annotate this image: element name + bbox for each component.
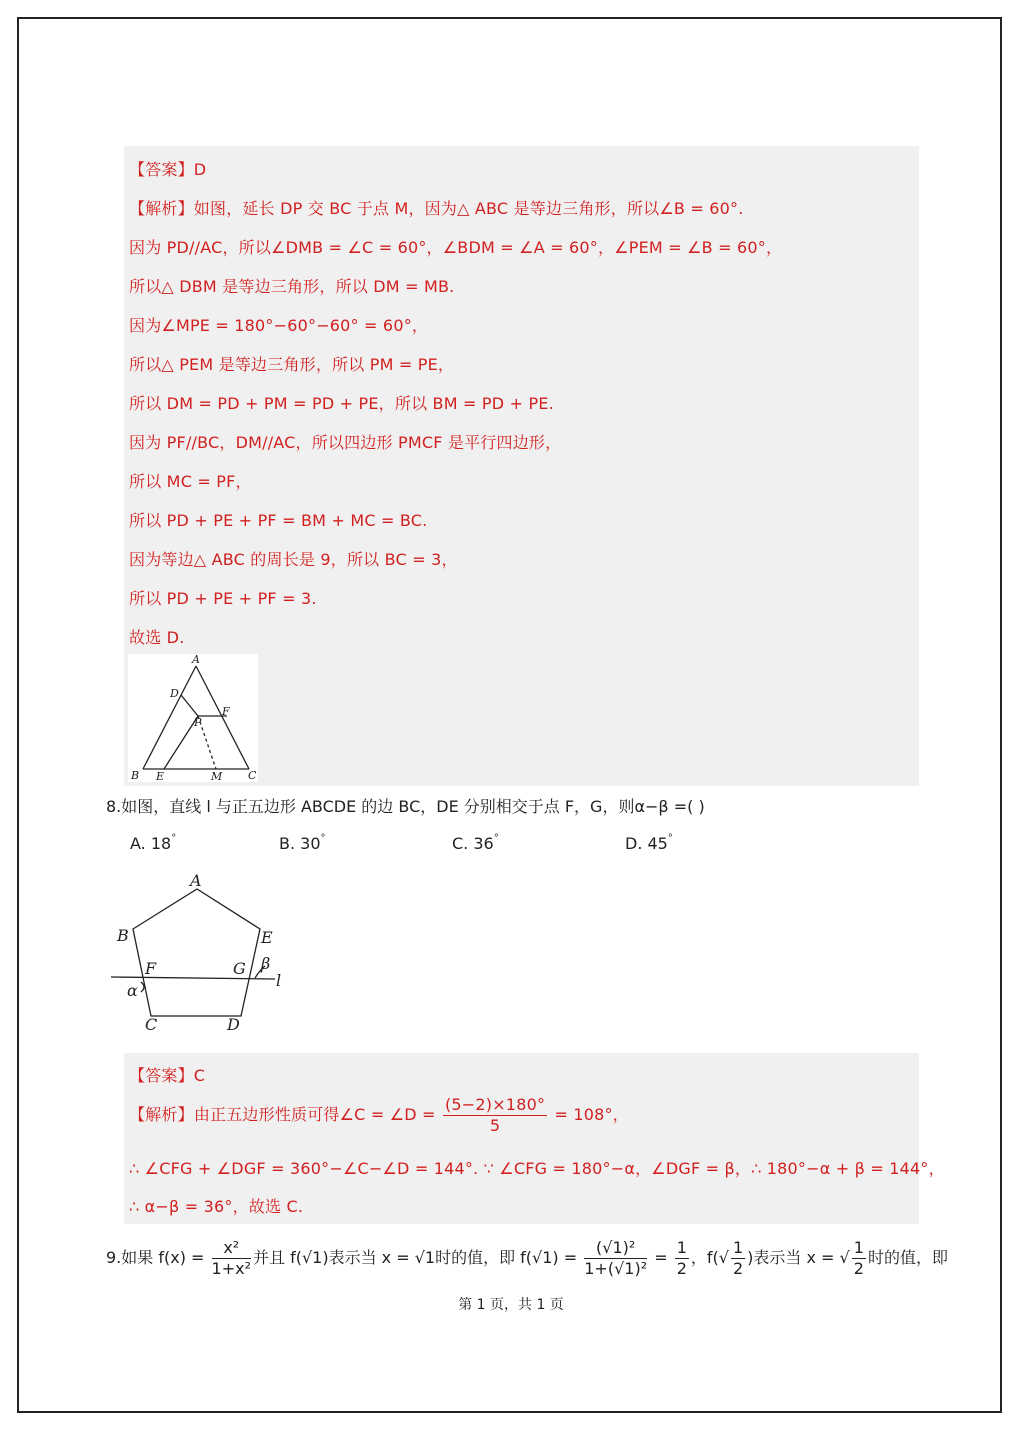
question-9-stem: 9.如果 f(x) = $\frac{\text{x²}}{\text{1+x²}}$ 并且 f(√1)表示当 x = √1时的值，即 f(√1) = $\frac{\text{(√1)²}}{\text{1+(√1)²}}$ = $\frac{1}{2}$ ，f(√ $\frac{1}{2}$ )表示当 x = √ $\frac{1}{2}$ 时的值，即 — [106, 1238, 948, 1278]
fig7-label-B: B — [131, 769, 140, 782]
fig8-label-G: G — [233, 959, 246, 978]
page-footer: 第 1 页，共 1 页 — [458, 1297, 564, 1313]
analysis-line-9: 所以 PD + PE + PF = BM + MC = BC. — [129, 511, 428, 530]
answer-block-7 — [124, 146, 919, 786]
analysis-line-8: 所以 MC = PF， — [129, 472, 252, 491]
fig7-label-P: P — [194, 716, 202, 729]
fig7-label-A: A — [192, 654, 200, 666]
fig7-label-F: F — [222, 705, 230, 718]
fraction: $\frac{(5-2)\times 180^\circ}{5}$ — [444, 1095, 546, 1135]
fig7-label-C: C — [248, 769, 257, 782]
analysis-line-7: 因为 PF//BC，DM//AC，所以四边形 PMCF 是平行四边形， — [129, 433, 562, 452]
analysis-line-6: 所以 DM = PD + PM = PD + PE，所以 BM = PD + PE. — [129, 394, 554, 413]
triangle-figure — [128, 654, 258, 782]
fig8-label-D: D — [227, 1015, 240, 1034]
answer-block-8 — [124, 1053, 945, 1224]
analysis-line-3: 所以△ DBM 是等边三角形，所以 DM = MB. — [129, 277, 455, 296]
option-a[interactable]: A. 18° — [130, 833, 177, 853]
option-b[interactable]: B. 30° — [279, 833, 326, 853]
fig7-label-M: M — [211, 770, 223, 782]
analysis-line-11: 所以 PD + PE + PF = 3. — [129, 589, 317, 608]
fig8-label-B: B — [117, 926, 129, 945]
fig8-label-C: C — [145, 1015, 158, 1034]
analysis-line-1: 【解析】如图，延长 DP 交 BC 于点 M，因为△ ABC 是等边三角形，所以∠B = 60°. — [129, 199, 744, 218]
analysis-line-10: 因为等边△ ABC 的周长是 9，所以 BC = 3， — [129, 550, 458, 569]
fig8-label-E: E — [261, 928, 273, 947]
analysis-line-1: 【解析】由正五边形性质可得∠C = ∠D = $\frac{(5-2)\times 180^\circ}{5}$ = 108°， — [129, 1095, 629, 1135]
analysis-line-12: 故选 D. — [129, 628, 185, 647]
fig7-label-D: D — [170, 687, 179, 700]
fig8-label-F: F — [145, 959, 157, 978]
analysis-line-5: 所以△ PEM 是等边三角形，所以 PM = PE， — [129, 355, 455, 374]
analysis-line-4: 因为∠MPE = 180°−60°−60° = 60°， — [129, 316, 429, 335]
option-c[interactable]: C. 36° — [452, 833, 499, 853]
option-d[interactable]: D. 45° — [625, 833, 673, 853]
analysis-line-3: ∴ α−β = 36°，故选 C. — [129, 1197, 304, 1216]
fig7-label-E: E — [156, 770, 165, 782]
fig8-label-beta: β — [261, 954, 271, 973]
fig8-label-A: A — [190, 871, 202, 890]
analysis-line-2: 因为 PD//AC，所以∠DMB = ∠C = 60°，∠BDM = ∠A = 60°，∠PEM = ∠B = 60°， — [129, 238, 783, 257]
question-8-stem: 8.如图，直线 l 与正五边形 ABCDE 的边 BC，DE 分别相交于点 F，G，则α−β =( ) — [106, 797, 705, 816]
answer-line: 【答案】C — [129, 1066, 206, 1085]
analysis-line-2: ∴ ∠CFG + ∠DGF = 360°−∠C−∠D = 144°. ∵ ∠CFG = 180°−α，∠DGF = β，∴ 180°−α + β = 144°， — [129, 1159, 945, 1178]
pentagon-figure — [105, 866, 295, 1038]
answer-line: 【答案】D — [129, 160, 207, 179]
fig8-label-alpha: α — [127, 981, 138, 1000]
fig8-label-l: l — [276, 971, 282, 990]
